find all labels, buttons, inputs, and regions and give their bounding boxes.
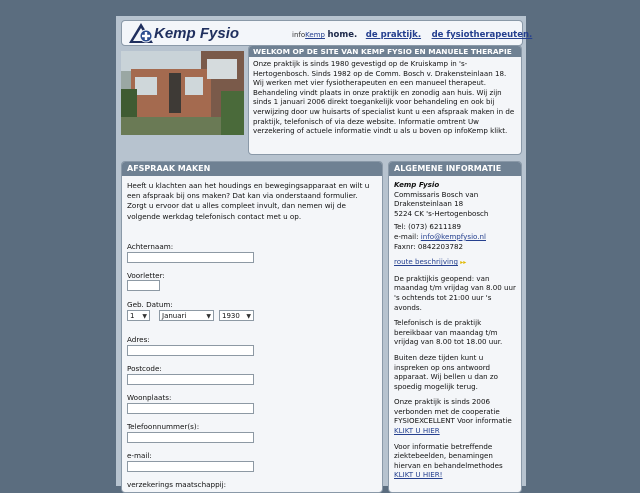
intro-box — [248, 45, 522, 155]
info-name: Kemp Fysio — [394, 180, 440, 189]
woonplaats-input[interactable] — [127, 403, 254, 414]
practice-photo — [121, 51, 244, 135]
disease-info-text: Voor informatie betreffende ziektebeelden, benamingen hiervan en behandelmethodes — [394, 441, 503, 470]
month-value: Januari — [162, 312, 187, 320]
route-link[interactable]: route beschrijving — [394, 257, 458, 267]
click-here-link-1[interactable]: KLIKT U HIER — [394, 426, 440, 436]
nav-info-kemp[interactable]: Kemp — [305, 31, 325, 39]
geb-datum-label: Geb. Datum: — [127, 300, 173, 309]
double-arrow-icon: ▸▸ — [460, 259, 467, 267]
chevron-down-icon: ▼ — [246, 313, 251, 320]
info-email-label: e-mail: — [394, 231, 421, 241]
nav-info-prefix[interactable]: info — [292, 31, 306, 39]
page-container — [116, 16, 533, 489]
year-value: 1930 — [222, 312, 240, 320]
chevron-down-icon: ▼ — [142, 313, 147, 320]
site-header — [121, 20, 533, 46]
logo-icon — [128, 22, 154, 44]
top-nav — [292, 30, 540, 40]
email-input[interactable] — [127, 461, 254, 472]
verzekering-label: verzekerings maatschappij: — [127, 480, 227, 489]
appointment-panel — [121, 161, 383, 493]
nav-home[interactable]: home. — [327, 30, 358, 40]
info-address1: Commissaris Bosch van Drakensteinlaan 18 — [394, 189, 479, 209]
appointment-title: AFSPRAAK MAKEN — [122, 162, 382, 176]
voorletter-input[interactable] — [127, 280, 160, 291]
click-here-link-2[interactable]: KLIKT U HIER! — [394, 470, 443, 480]
intro-title: WELKOM OP DE SITE VAN KEMP FYSIO EN MANUELE THERAPIE — [249, 46, 521, 57]
achternaam-input[interactable] — [127, 252, 254, 263]
telefoon-label: Telefoonnummer(s): — [127, 422, 200, 431]
woonplaats-label: Woonplaats: — [127, 393, 172, 402]
excellent-text: Onze praktijk is sinds 2006 verbonden met de cooperatie FYSIOEXCELLENT Voor informatie — [394, 397, 512, 426]
appointment-intro: Heeft u klachten aan het houdings en bewegingsapparaat en wilt u een afspraak bij ons maken? Dat kan via onderstaand formulier. Zorgt u ervoor dat u alles compleet invult, dan nemen wij de volgende werkdag telefonisch contact met u op. — [127, 181, 370, 221]
intro-text: Onze praktijk is sinds 1980 gevestigd op de Kruiskamp in 's-Hertogenbosch. Sinds 1982 op de Comm. Bosch v. Drakensteinlaan 18. Wij werken met vier fysiotherapeuten en een manueel therapeut. Behandeling vindt plaats in onze praktijk en zonodig aan huis. Wij zijn sinds 1 januari 2006 direkt toegankelijk voor behandeling en ook bij verwijzing door uw huisarts of specialist kunt u een afspraak maken in de praktijk, telefonisch of via deze website. Informatie omtrent Uw verzekering of actuele informatie vindt u als u boven op infoKemp klikt. — [253, 59, 515, 136]
logo-text: Kemp Fysio — [154, 25, 240, 42]
phone-hours-text: Telefonisch is de praktijk bereikbaar van maandag t/m vrijdag van 8.00 tot 18.00 uur. — [394, 318, 503, 347]
nav-de-fysiotherapeuten[interactable]: de fysiotherapeuten. — [431, 30, 533, 40]
day-select[interactable] — [127, 310, 150, 321]
month-select[interactable] — [159, 310, 214, 321]
chevron-down-icon: ▼ — [206, 313, 211, 320]
telefoon-input[interactable] — [127, 432, 254, 443]
email-label: e-mail: — [127, 451, 152, 460]
day-value: 1 — [130, 312, 135, 320]
adres-input[interactable] — [127, 345, 254, 356]
info-fax: Faxnr: 0842203782 — [394, 241, 464, 251]
info-panel — [388, 161, 522, 493]
adres-label: Adres: — [127, 335, 150, 344]
info-body — [389, 176, 521, 490]
info-email-link[interactable]: info@kempfysio.nl — [420, 231, 486, 241]
year-select[interactable] — [219, 310, 254, 321]
postcode-input[interactable] — [127, 374, 254, 385]
opening-hours-text: De praktijkis geopend: van maandag t/m vrijdag van 8.00 uur 's ochtends tot 21:00 uur 's avonds. — [394, 273, 516, 312]
info-title: ALGEMENE INFORMATIE — [389, 162, 521, 176]
info-tel: Tel: (073) 6211189 — [394, 222, 462, 232]
voorletter-label: Voorletter: — [127, 271, 165, 280]
achternaam-label: Achternaam: — [127, 242, 174, 251]
logo[interactable] — [128, 22, 268, 44]
answering-machine-text: Buiten deze tijden kunt u inspreken op ons antwoord apparaat. Wij bellen u dan zo spoedig mogelijk terug. — [394, 352, 498, 391]
postcode-label: Postcode: — [127, 364, 162, 373]
nav-de-praktijk[interactable]: de praktijk. — [365, 30, 422, 40]
info-address2: 5224 CK 's-Hertogenbosch — [394, 208, 489, 218]
